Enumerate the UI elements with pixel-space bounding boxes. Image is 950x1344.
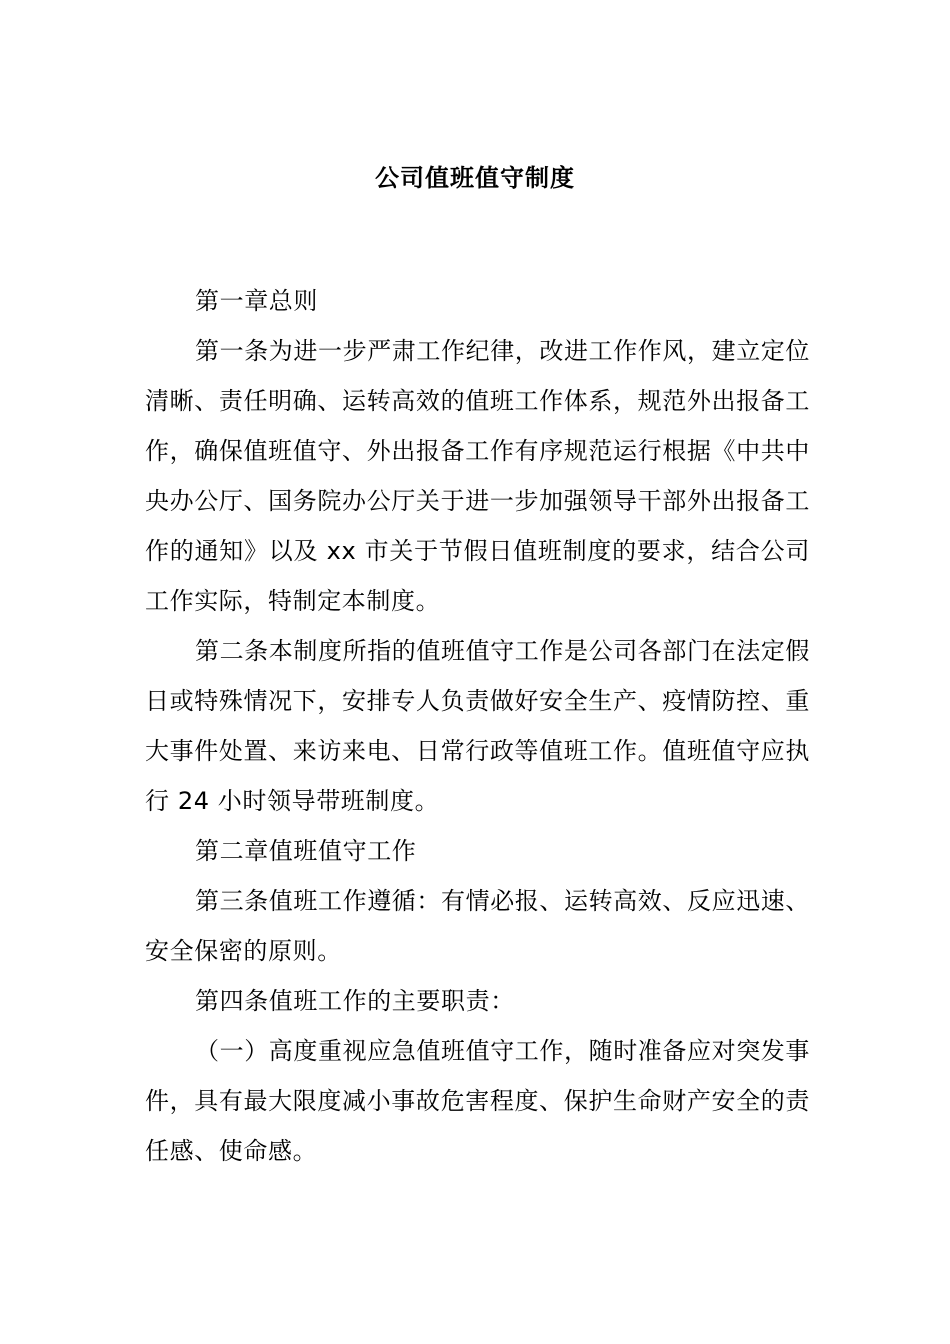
article-paragraph: 第四条值班工作的主要职责： <box>195 987 515 1015</box>
list-item-paragraph: （一）高度重视应急值班值守工作，随时准备应对突发事件，具有最大限度减小事故危害程度、保护生命财产安全的责任感、使命感。 <box>145 1037 810 1165</box>
article-paragraph: 第一条为进一步严肃工作纪律，改进工作作风，建立定位清晰、责任明确、运转高效的值班工作体系，规范外出报备工作，确保值班值守、外出报备工作有序规范运行根据《中共中央办公厅、国务院办公厅关于进一步加强领导干部外出报备工作的通知》以及 xx 市关于节假日值班制度的要求，结合公司工作实际，特制定本制度。 <box>145 337 810 615</box>
chapter-heading: 第一章总则 <box>195 287 318 315</box>
article-paragraph: 第二条本制度所指的值班值守工作是公司各部门在法定假日或特殊情况下，安排专人负责做好安全生产、疫情防控、重大事件处置、来访来电、日常行政等值班工作。值班值守应执行 24 小时领导带班制度。 <box>145 637 810 815</box>
document-title: 公司值班值守制度 <box>375 164 575 192</box>
chapter-heading: 第二章值班值守工作 <box>195 837 417 865</box>
article-paragraph: 第三条值班工作遵循：有情必报、运转高效、反应迅速、安全保密的原则。 <box>145 887 810 965</box>
document-body <box>145 276 810 1176</box>
